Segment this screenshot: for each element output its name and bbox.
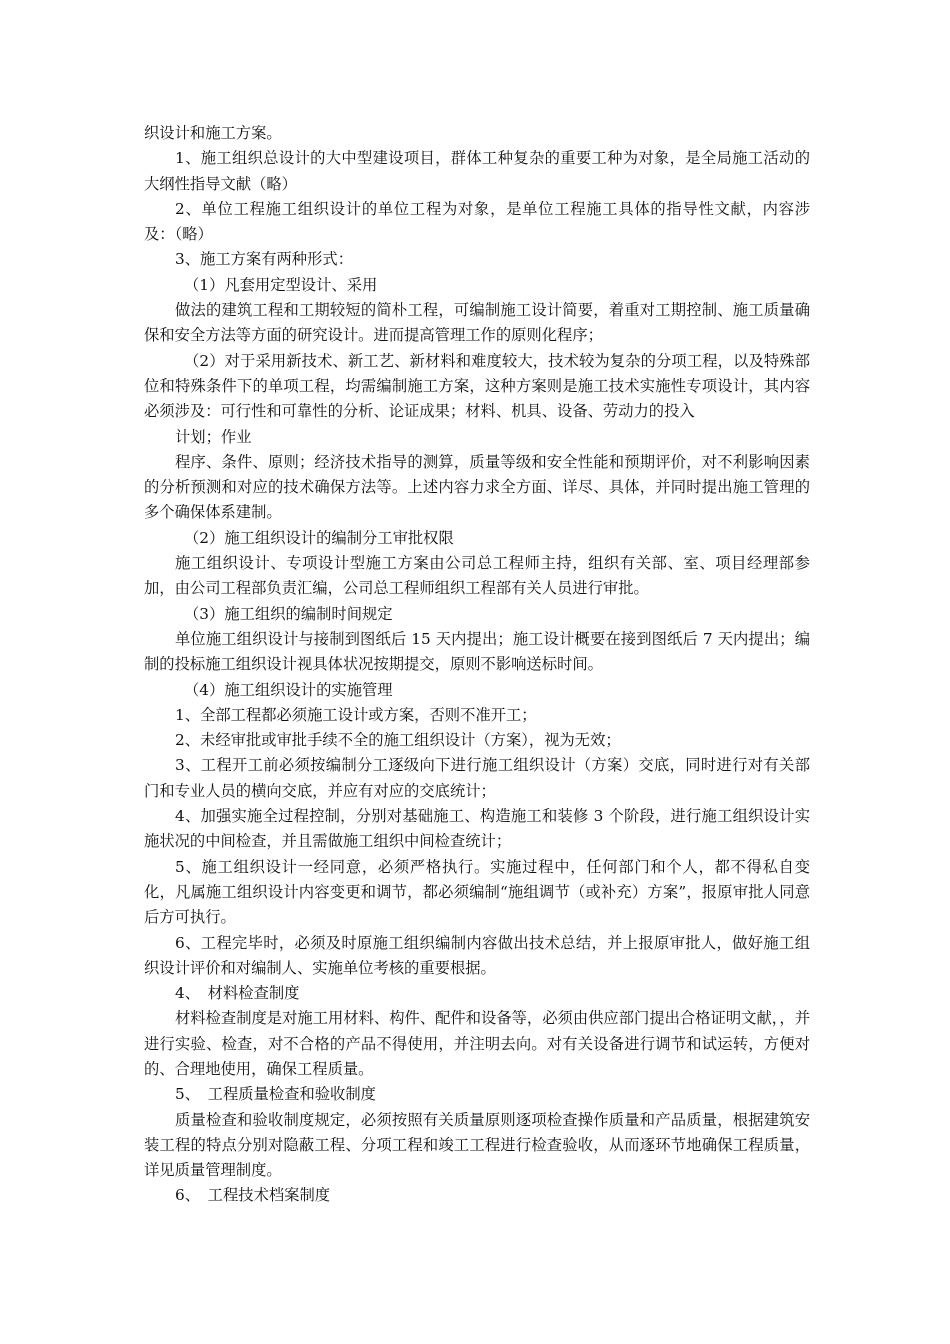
paragraph-22: 材料检查制度是对施工用材料、构件、配件和设备等，必须由供应部门提出合格证明文献，，并进行实验、检查，对不合格的产品不得使用，并注明去向。对有关设备进行调节和试运转，方便对的、合理地使用，确保工程质量。 bbox=[144, 1009, 810, 1078]
paragraph-1: 织设计和施工方案。 bbox=[144, 124, 282, 142]
document-body bbox=[144, 121, 810, 1209]
paragraph-13: 单位施工组织设计与接制到图纸后 15 天内提出；施工设计概要在接到图纸后 7 天内提出；编制的投标施工组织设计视具体状况按期提交，原则不影响送标时间。 bbox=[144, 629, 810, 674]
paragraph-3: 2、单位工程施工组织设计的单位工程为对象，是单位工程施工具体的指导性文献，内容涉及：（略） bbox=[144, 199, 810, 244]
section-heading-6: 6、 工程技术档案制度 bbox=[175, 1186, 331, 1205]
paragraph-2: 1、施工组织总设计的大中型建设项目，群体工种复杂的重要工种为对象，是全局施工活动的大纲性指导文献（略） bbox=[144, 149, 810, 193]
paragraph-10: （2）施工组织设计的编制分工审批权限 bbox=[184, 528, 454, 547]
paragraph-7: （2）对于采用新技术、新工艺、新材料和难度较大，技术较为复杂的分项工程，以及特殊部位和特殊条件下的单项工程，均需编制施工方案，这种方案则是施工技术实施性专项设计，其内容必须涉及：可行性和可靠性的分析、论证成果；材料、机具、设备、劳动力的投入 bbox=[144, 351, 810, 421]
paragraph-12: （3）施工组织的编制时间规定 bbox=[184, 604, 393, 623]
paragraph-5: （1）凡套用定型设计、采用 bbox=[184, 275, 378, 294]
paragraph-8: 计划；作业 bbox=[175, 427, 252, 446]
paragraph-20: 6、工程完毕时，必须及时原施工组织编制内容做出技术总结，并上报原审批人，做好施工组织设计评价和对编制人、实施单位考核的重要根据。 bbox=[144, 933, 810, 977]
section-heading-5: 5、 工程质量检查和验收制度 bbox=[175, 1085, 376, 1104]
paragraph-14: （4）施工组织设计的实施管理 bbox=[184, 680, 393, 699]
paragraph-17: 3、工程开工前必须按编制分工逐级向下进行施工组织设计（方案）交底，同时进行对有关部门和专业人员的横向交底，并应有对应的交底统计； bbox=[144, 756, 810, 800]
paragraph-9: 程序、条件、原则；经济技术指导的测算，质量等级和安全性能和预期评价，对不利影响因素的分析预测和对应的技术确保方法等。上述内容力求全方面、详尽、具体，并同时提出施工管理的多个确保体系建制。 bbox=[144, 452, 810, 522]
paragraph-19: 5、施工组织设计一经同意，必须严格执行。实施过程中，任何部门和个人，都不得私自变化，凡属施工组织设计内容变更和调节，都必须编制“施组调节（或补充）方案”，报原审批人同意后方可执行。 bbox=[144, 857, 810, 927]
paragraph-6: 做法的建筑工程和工期较短的简朴工程，可编制施工设计简要，着重对工期控制、施工质量确保和安全方法等方面的研究设计。进而提高管理工作的原则化程序； bbox=[144, 301, 810, 345]
paragraph-16: 2、未经审批或审批手续不全的施工组织设计（方案），视为无效； bbox=[175, 731, 621, 750]
paragraph-11: 施工组织设计、专项设计型施工方案由公司总工程师主持，组织有关部、室、项目经理部参加，由公司工程部负责汇编，公司总工程师组织工程部有关人员进行审批。 bbox=[144, 554, 810, 598]
paragraph-18: 4、加强实施全过程控制，分别对基础施工、构造施工和装修 3 个阶段，进行施工组织设计实施状况的中间检查，并且需做施工组织中间检查统计； bbox=[144, 807, 810, 851]
paragraph-4: 3、施工方案有两种形式： bbox=[175, 250, 353, 269]
paragraph-15: 1、全部工程都必须施工设计或方案，否则不准开工； bbox=[175, 705, 537, 724]
paragraph-24: 质量检查和验收制度规定，必须按照有关质量原则逐项检查操作质量和产品质量，根据建筑安装工程的特点分别对隐蔽工程、分项工程和竣工工程进行检查验收，从而逐环节地确保工程质量，详见质量管理制度。 bbox=[144, 1110, 810, 1180]
section-heading-4: 4、 材料检查制度 bbox=[175, 984, 300, 1003]
